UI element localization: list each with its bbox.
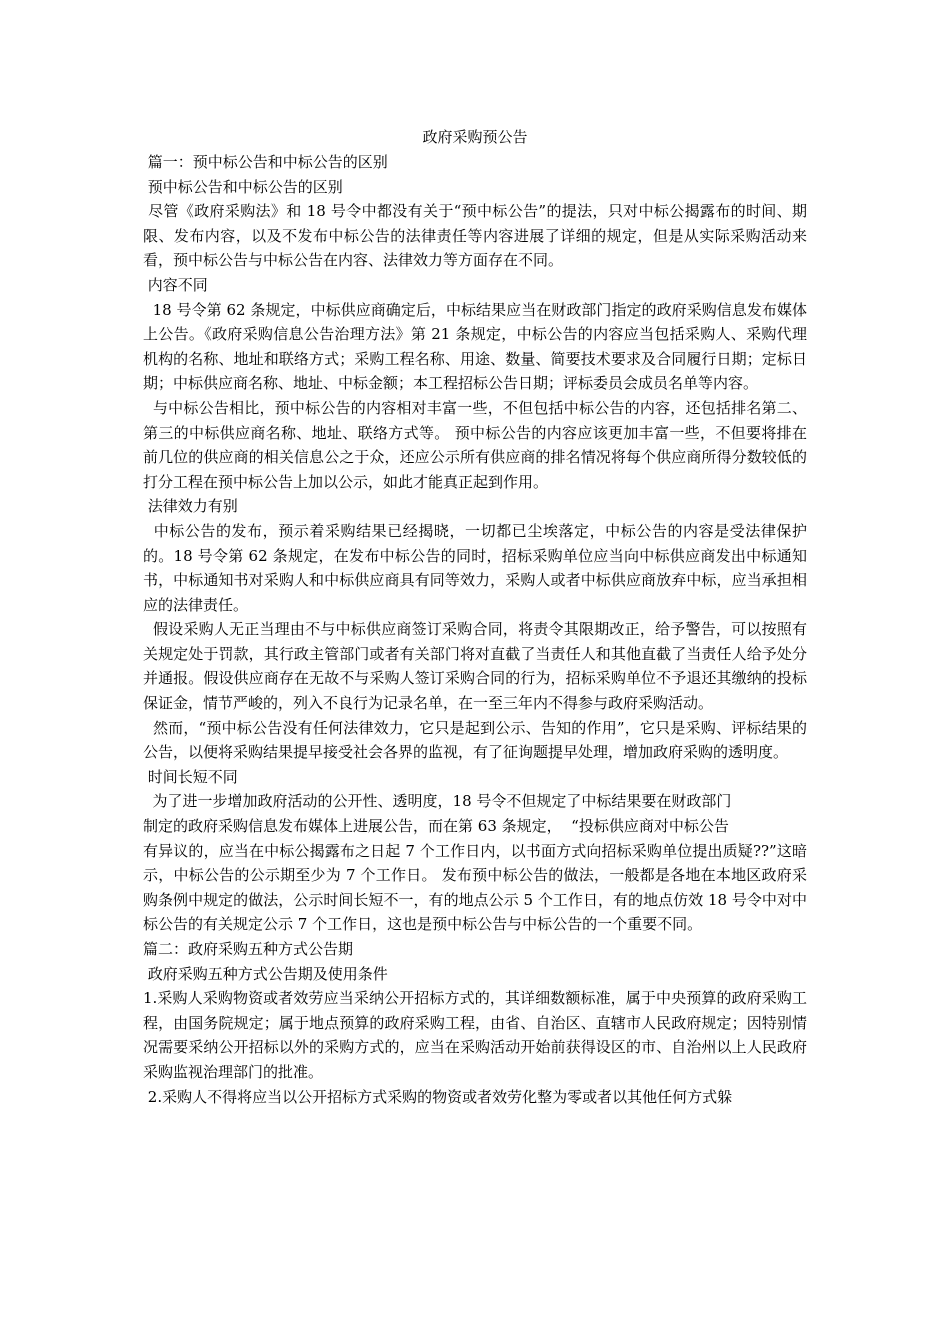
text-line: 时间长短不同 xyxy=(143,767,238,786)
text-line: 预中标公告和中标公告的区别 xyxy=(143,177,343,196)
text-line: 篇二：政府采购五种方式公告期 xyxy=(143,940,354,958)
text-line: 法律效力有别 xyxy=(143,497,238,516)
paragraph: 尽管《政府采购法》和 18 号令中都没有关于“预中标公告”的提法，只对中标公揭露布的时间、期限、发布内容，以及不发布中标公告的法律责任等内容进展了详细的规定，但是从实际采购活动来看，预中标公告与中标公告在内容、法律效力等方面存在不同。 xyxy=(143,202,807,270)
text-line: 制定的政府采购信息发布媒体上进展公告，而在第 63 条规定， “投标供应商对中标公告 xyxy=(143,817,729,836)
document-title: 政府采购预公告 xyxy=(422,128,528,146)
paragraph: 中标公告的发布，预示着采购结果已经揭晓，一切都已尘埃落定，中标公告的内容是受法律保护的。18 号令第 62 条规定，在发布中标公告的同时，招标采购单位应当向中标供应商发出中标通知书，中标通知书对采购人和中标供应商具有同等效力，采购人或者中标供应商放弃中标，应当承担相应的法律责任。 xyxy=(143,521,807,614)
paragraph: 与中标公告相比，预中标公告的内容相对丰富一些，不但包括中标公告的内容，还包括排名第二、第三的中标供应商名称、地址、联络方式等。 预中标公告的内容应该更加丰富一些，不但要将排在前几位的供应商的相关信息公之于众，还应公示所有供应商的排名情况将每个供应商所得分数较低的打分工程在预中标公告上加以公示，如此才能真正起到作用。 xyxy=(143,398,807,491)
paragraph: 然而，“预中标公告没有任何法律效力，它只是起到公示、告知的作用”，它只是采购、评标结果的公告，以便将采购结果提早接受社会各界的监视，有了征询题提早处理，增加政府采购的透明度。 xyxy=(143,718,807,762)
document-page xyxy=(143,126,807,1109)
paragraph: 1.采购人采购物资或者效劳应当采纳公开招标方式的，其详细数额标准，属于中央预算的政府采购工程，由国务院规定；属于地点预算的政府采购工程，由省、自治区、直辖市人民政府规定；因特别情况需要采纳公开招标以外的采购方式的，应当在采购活动开始前获得设区的市、自治州以上人民政府采购监视治理部门的批准。 xyxy=(143,989,807,1081)
paragraph: 18 号令第 62 条规定，中标供应商确定后，中标结果应当在财政部门指定的政府采购信息发布媒体上公告。《政府采购信息公告治理方法》第 21 条规定，中标公告的内容应当包括采购人、采购代理机构的名称、地址和联络方式；采购工程名称、用途、数量、简要技术要求及合同履行日期；定标日期；中标供应商名称、地址、中标金额；本工程招标公告日期；评标委员会成员名单等内容。 xyxy=(143,300,808,393)
paragraph: 假设采购人无正当理由不与中标供应商签订采购合同，将责令其限期改正，给予警告，可以按照有关规定处于罚款，其行政主管部门或者有关部门将对直截了当责任人和其他直截了当责任人给予处分并通报。假设供应商存在无故不与采购人签订采购合同的行为，招标采购单位不予退还其缴纳的投标保证金，情节严峻的，列入不良行为记录名单，在一至三年内不得参与政府采购活动。 xyxy=(143,620,807,713)
paragraph: 有异议的，应当在中标公揭露布之日起 7 个工作日内，以书面方式向招标采购单位提出质疑??”这暗示，中标公告的公示期至少为 7 个工作日。 发布预中标公告的做法，一般都是各地在本地区政府采购条例中规定的做法，公示时间长短不一，有的地点公示 5 个工作日，有的地点仿效 18 号令中对中标公告的有关规定公示 7 个工作日，这也是预中标公告与中标公告的一个重要不同。 xyxy=(143,841,807,934)
text-line: 篇一：预中标公告和中标公告的区别 xyxy=(143,153,388,171)
text-line: 政府采购五种方式公告期及使用条件 xyxy=(143,964,388,983)
text-line: 内容不同 xyxy=(143,275,208,294)
text-line: 为了进一步增加政府活动的公开性、透明度，18 号令不但规定了中标结果要在财政部门 xyxy=(143,792,732,811)
text-line: 2.采购人不得将应当以公开招标方式采购的物资或者效劳化整为零或者以其他任何方式躲 xyxy=(143,1087,733,1106)
document-body xyxy=(143,150,807,1109)
